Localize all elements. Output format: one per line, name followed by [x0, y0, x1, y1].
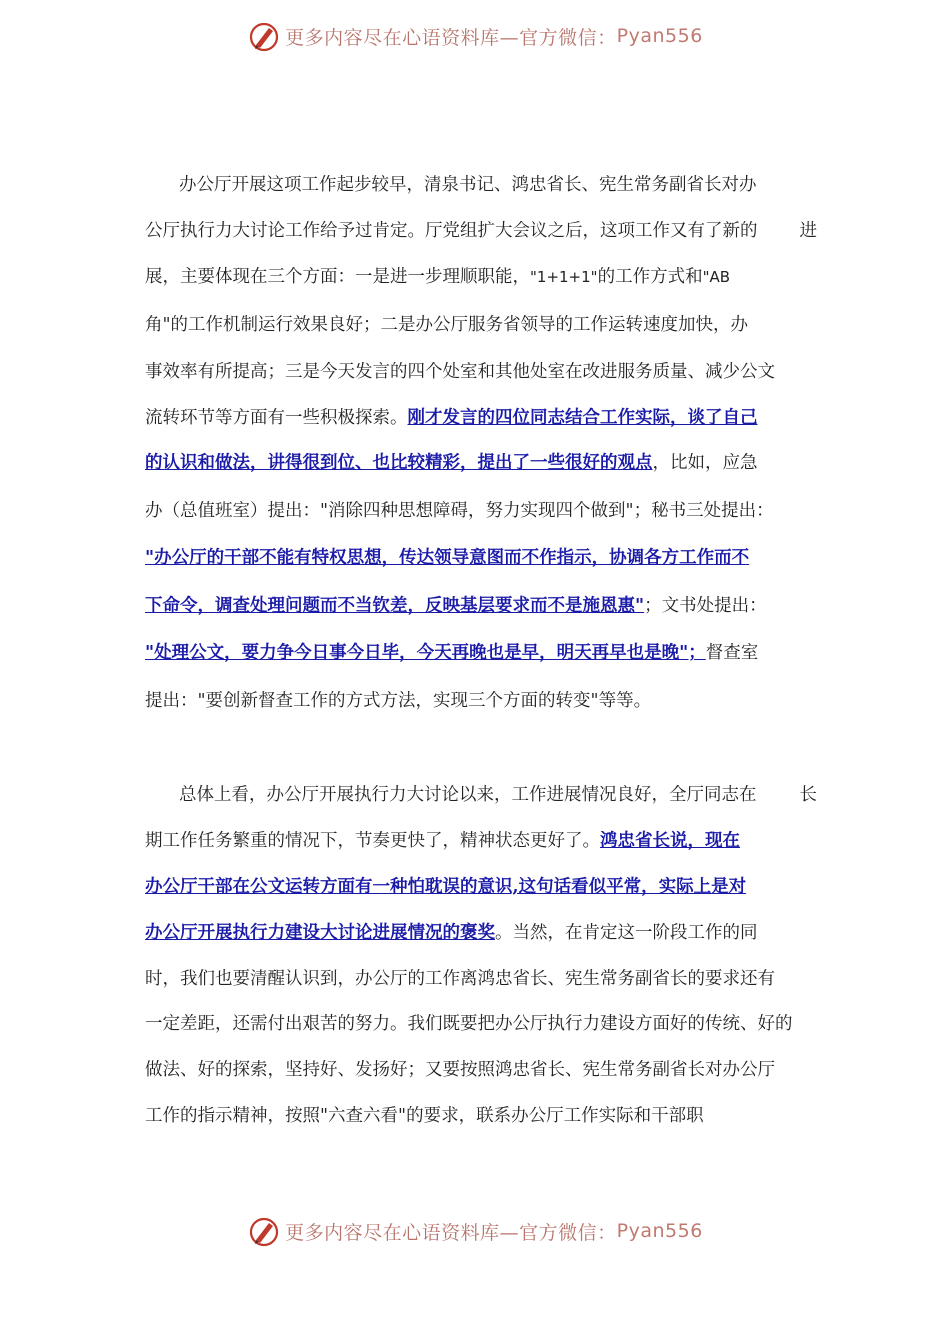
p1-line-11: "处理公文，要力争今日事今日毕，今天再晚也是早，明天再早也是晚"；督查室	[145, 643, 759, 663]
p2-line-8: 工作的指示精神，按照"六查六看"的要求，联系办公厅工作实际和干部职	[145, 1106, 704, 1126]
header-wechat-id: Pyan556	[616, 25, 703, 47]
p1-line-3: 展，主要体现在三个方面：一是进一步理顺职能，"1+1+1"的工作方式和"AB	[145, 267, 731, 287]
footer-banner	[0, 1211, 950, 1251]
p1-line-12: 提出："要创新督查工作的方式方法，实现三个方面的转变"等等。	[145, 691, 652, 711]
p1-line-7: 的认识和做法，讲得很到位、也比较精彩，提出了一些很好的观点，比如，应急	[145, 453, 758, 473]
highlight-quote-1-cont: 的认识和做法，讲得很到位、也比较精彩，提出了一些很好的观点	[145, 453, 653, 473]
highlight-quote-2-cont: 下命令，调查处理问题而不当钦差，反映基层要求而不是施恩惠"	[145, 596, 645, 616]
pen-logo-icon	[247, 1214, 281, 1248]
highlight-quote-1: 刚才发言的四位同志结合工作实际，谈了自己	[407, 408, 758, 428]
p1-line-4: 角"的工作机制运行效果良好；二是办公厅服务省领导的工作运转速度加快，办	[145, 315, 749, 335]
p2-line-4: 办公厅开展执行力建设大讨论进展情况的褒奖。当然，在肯定这一阶段工作的同	[145, 923, 758, 943]
pen-logo-icon	[247, 19, 281, 53]
p1-line-8: 办（总值班室）提出："消除四种思想障碍，努力实现四个做到"；秘书三处提出：	[145, 501, 774, 521]
p1-line-1: 办公厅开展这项工作起步较早，清泉书记、鸿忠省长、宪生常务副省长对办	[179, 175, 757, 195]
p1-line-2: 公厅执行力大讨论工作给予过肯定。厅党组扩大会议之后，这项工作又有了新的 进	[145, 221, 817, 241]
footer-wechat-id: Pyan556	[616, 1220, 703, 1242]
p1-line-10: 下命令，调查处理问题而不当钦差，反映基层要求而不是施恩惠"；文书处提出：	[145, 596, 767, 616]
p2-line-6: 一定差距，还需付出艰苦的努力。我们既要把办公厅执行力建设方面好的传统、好的	[145, 1014, 793, 1034]
highlight-quote-2: "办公厅的干部不能有特权思想，传达领导意图而不作指示，协调各方工作而不	[145, 548, 750, 568]
footer-text: 更多内容尽在心语资料库—官方微信：	[285, 1221, 617, 1244]
p2-line-7: 做法、好的探索，坚持好、发扬好；又要按照鸿忠省长、宪生常务副省长对办公厅	[145, 1060, 775, 1080]
highlight-quote-4-end: 办公厅开展执行力建设大讨论进展情况的褒奖	[145, 923, 495, 943]
p1-line-9	[145, 546, 817, 570]
p2-line-1: 总体上看，办公厅开展执行力大讨论以来，工作进展情况良好，全厅同志在 长	[179, 785, 817, 805]
header-banner	[0, 16, 950, 56]
p2-line-3	[145, 875, 817, 899]
header-text: 更多内容尽在心语资料库—官方微信：	[285, 26, 617, 49]
p1-line-6: 流转环节等方面有一些积极探索。刚才发言的四位同志结合工作实际，谈了自己	[145, 408, 758, 428]
p2-line-2: 期工作任务繁重的情况下，节奏更快了，精神状态更好了。鸿忠省长说，现在	[145, 831, 740, 851]
highlight-quote-4: 鸿忠省长说，现在	[600, 831, 740, 851]
p2-line-5: 时，我们也要清醒认识到，办公厅的工作离鸿忠省长、宪生常务副省长的要求还有	[145, 969, 775, 989]
p1-line-5: 事效率有所提高；三是今天发言的四个处室和其他处室在改进服务质量、减少公文	[145, 362, 775, 382]
highlight-quote-4-cont: 办公厅干部在公文运转方面有一种怕耽误的意识,这句话看似平常，实际上是对	[145, 877, 747, 897]
highlight-quote-3: "处理公文，要力争今日事今日毕，今天再晚也是早，明天再早也是晚"；	[145, 643, 706, 663]
